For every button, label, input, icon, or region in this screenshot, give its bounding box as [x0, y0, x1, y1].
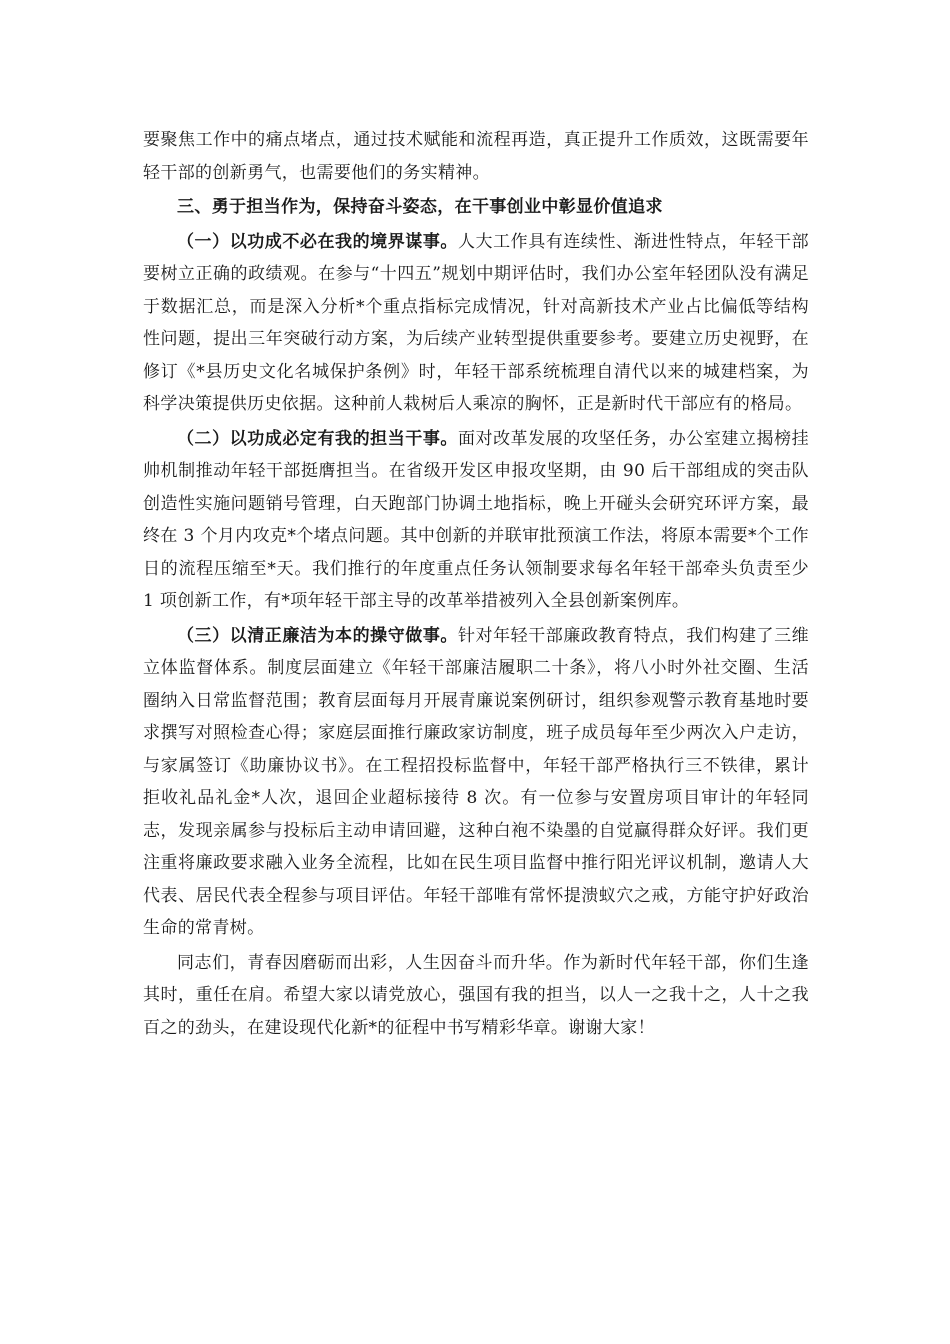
- subsection-3-lead: （三）以清正廉洁为本的操守做事。: [177, 625, 458, 646]
- subsection-1-body: 人大工作具有连续性、渐进性特点，年轻干部要树立正确的政绩观。在参与“十四五”规划中期评估时，我们办公室年轻团队没有满足于数据汇总，而是深入分析*个重点指标完成情况，针对高新技术产业占比偏低等结构性问题，提出三年突破行动方案，为后续产业转型提供重要参考。要建立历史视野，在修订《*县历史文化名城保护条例》时，年轻干部系统梳理自清代以来的城建档案，为科学决策提供历史依据。这种前人栽树后人乘凉的胸怀，正是新时代干部应有的格局。: [143, 231, 809, 414]
- document-body: [143, 124, 809, 1044]
- subsection-2-lead: （二）以功成必定有我的担当干事。: [177, 428, 458, 449]
- subsection-2: [143, 423, 809, 618]
- closing-paragraph: 同志们，青春因磨砺而出彩，人生因奋斗而升华。作为新时代年轻干部，你们生逢其时，重任在肩。希望大家以请党放心，强国有我的担当，以人一之我十之，人十之我百之的劲头，在建设现代化新*的征程中书写精彩华章。谢谢大家！: [143, 952, 809, 1038]
- subsection-1-lead: （一）以功成不必在我的境界谋事。: [177, 231, 458, 252]
- subsection-2-body: 面对改革发展的攻坚任务，办公室建立揭榜挂帅机制推动年轻干部挺膺担当。在省级开发区申报攻坚期，由 90 后干部组成的突击队创造性实施问题销号管理，白天跑部门协调土地指标，晚上开碰头会研究环评方案，最终在 3 个月内攻克*个堵点问题。其中创新的并联审批预演工作法，将原本需要*个工作日的流程压缩至*天。我们推行的年度重点任务认领制要求每名年轻干部牵头负责至少 1 项创新工作，有*项年轻干部主导的改革举措被列入全县创新案例库。: [143, 428, 809, 611]
- paragraph-continued: 要聚焦工作中的痛点堵点，通过技术赋能和流程再造，真正提升工作质效，这既需要年轻干部的创新勇气，也需要他们的务实精神。: [143, 130, 809, 183]
- section-heading-3: 三、勇于担当作为，保持奋斗姿态，在干事创业中彰显价值追求: [177, 197, 663, 217]
- subsection-3: [143, 620, 809, 945]
- subsection-3-body: 针对年轻干部廉政教育特点，我们构建了三维立体监督体系。制度层面建立《年轻干部廉洁履职二十条》，将八小时外社交圈、生活圈纳入日常监督范围；教育层面每月开展青廉说案例研讨，组织参观警示教育基地时要求撰写对照检查心得；家庭层面推行廉政家访制度，班子成员每年至少两次入户走访，与家属签订《助廉协议书》。在工程招投标监督中，年轻干部严格执行三不铁律，累计拒收礼品礼金*人次，退回企业超标接待 8 次。有一位参与安置房项目审计的年轻同志，发现亲属参与投标后主动申请回避，这种白袍不染墨的自觉赢得群众好评。我们更注重将廉政要求融入业务全流程，比如在民生项目监督中推行阳光评议机制，邀请人大代表、居民代表全程参与项目评估。年轻干部唯有常怀提溃蚁穴之戒，方能守护好政治生命的常青树。: [143, 625, 809, 938]
- subsection-1: [143, 226, 809, 421]
